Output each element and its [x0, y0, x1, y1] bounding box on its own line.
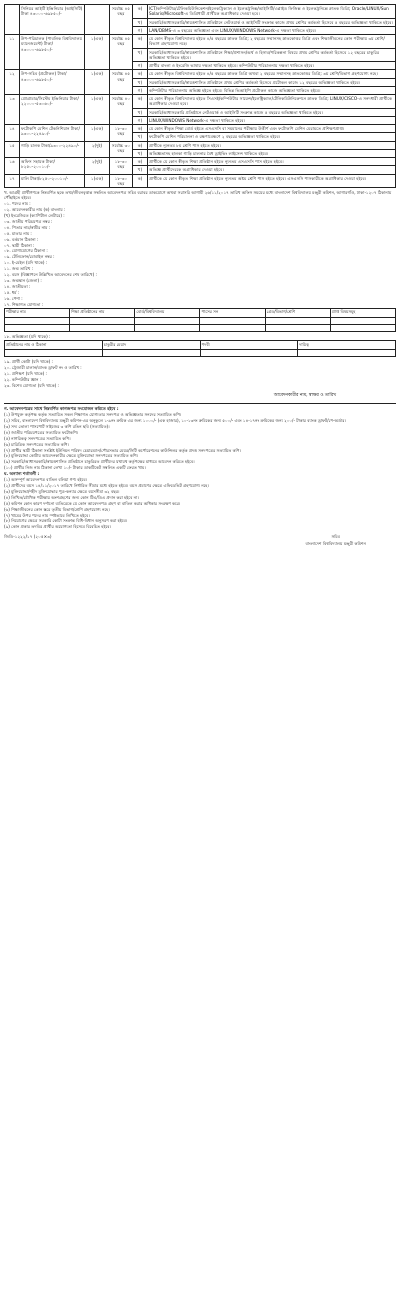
form-field-label: ০২. আবেদনকারীর নাম (ক) বাংলায় :	[4, 207, 66, 213]
experience-cell	[102, 350, 200, 357]
signature-label: আবেদনকারীর নাম, স্বাক্ষর ও তারিখ	[273, 393, 336, 399]
footer	[4, 534, 396, 548]
post-serial: ১১	[5, 35, 20, 70]
experience-column-header: দায়িত্ব	[298, 341, 396, 350]
post-age: সর্বোচ্চ ৩০ বছর	[110, 141, 133, 158]
requirement-text: অভিজ্ঞ প্রার্থীদেরকে অগ্রাধিকার দেওয়া হইবে।	[148, 166, 396, 174]
requirement-text: প্রার্থীকে ন্যূনতম ৮ম শ্রেণি পাস হইতে হইবে।	[148, 141, 396, 149]
requirement-key: ক)	[133, 125, 148, 133]
list-item: (৩) সদ্য তোলা পাসপোর্ট সাইজের ৩ কপি রঙিন ছবি (সত্যায়িত)।	[4, 423, 110, 429]
extra-fields	[4, 359, 396, 388]
education-column-header: পরীক্ষার নাম	[5, 308, 70, 317]
form-field-label: ২০. ট্রেজারী চালান/ব্যাংক ড্রাফট নং ও তারিখ :	[4, 365, 82, 371]
post-serial: ১৪	[5, 125, 20, 142]
experience-section	[4, 334, 396, 339]
footer-title: সচিব	[331, 533, 340, 539]
other-conditions-title: ঘ. অন্যান্য শর্তাবলী :	[4, 471, 40, 477]
form-field-label: ১০. ই-মেইল (যদি থাকে) :	[4, 260, 48, 266]
table-row	[5, 158, 396, 166]
post-count: ২(দুই)	[85, 141, 110, 158]
list-item: (১০) প্রার্থীর নিজ নাম ঠিকানা লেখা ১০/- টাকার ডাকটিকেট সম্বলিত একটি ফেরত খাম।	[4, 465, 146, 471]
conditions-title: গ. আবেদনপত্রের সাথে নিম্নবর্ণিত কাগজপত্র সংযোজন করিতে হইবে :	[4, 406, 119, 412]
form-field-label: ২৩. বিশেষ যোগ্যতা (যদি থাকে) :	[4, 382, 59, 388]
footer-signatory	[305, 534, 366, 548]
form-field-label: ২১. প্রশিক্ষণ (যদি থাকে) :	[4, 371, 47, 377]
list-item: (৪) লিখিত/মৌখিক পরীক্ষায় অংশগ্রহণের জন্য কোন টিএ/ডিএ প্রদান করা হইবে না।	[4, 494, 139, 500]
education-column-header: পাসের সন	[200, 308, 265, 317]
form-field-label: ১১. জন্ম তারিখ :	[4, 266, 34, 272]
conditions-list	[4, 412, 396, 470]
education-cell	[200, 317, 265, 324]
education-cell	[330, 324, 395, 331]
list-item: (৭) খামের উপর পদের নাম স্পষ্টভাবে লিখিতে হইবে।	[4, 512, 90, 518]
education-cell	[5, 317, 70, 324]
form-field-label: ০৮. যোগাযোগের ঠিকানা :	[4, 248, 48, 254]
requirement-text: অভিজ্ঞতাসহ হালকা গাড়ি চালনার বৈধ ড্রাইভিং লাইসেন্স থাকিতে হইবে।	[148, 149, 396, 157]
post-age: সর্বোচ্চ ৪৫ বছর	[110, 35, 133, 70]
education-cell	[70, 317, 135, 324]
list-item: (৪) জাতীয় পরিচয়পত্রের সত্যায়িত ফটোকপি।	[4, 429, 79, 435]
requirement-text: প্রার্থীকে যে কোন স্বীকৃত শিক্ষা প্রতিষ্ঠান হইতে ন্যূনতম অষ্টম শ্রেণি পাস হইতে হইবে। এসএসসি পাসকারীকে অগ্রাধিকার দেওয়া হইবে।	[148, 174, 396, 188]
experience-label: ১৮. অভিজ্ঞতা (যদি থাকে) :	[4, 333, 51, 339]
experience-column-header: চাকুরীর মেয়াদ	[102, 341, 200, 350]
table-row	[5, 125, 396, 133]
requirement-text: যে কোন স্বীকৃত শিক্ষা বোর্ড হইতে এসএসসি বা সমমানের পরীক্ষায় উত্তীর্ণ এবং ফটোকপি মেশিন মেরামতে প্রশিক্ষণপ্রাপ্ত।	[148, 125, 396, 133]
post-name: প্রোগ্রামার/সিস্টেম ইঞ্জিনিয়ার টাকা/২২০০০-৫৩০৬০/-	[20, 95, 85, 125]
requirement-key: গ)	[133, 26, 148, 34]
post-serial: ১৭	[5, 174, 20, 188]
requirement-key: ক)	[133, 95, 148, 109]
table-row	[5, 95, 396, 109]
list-item: (৯) কোন প্রকার তদবির প্রার্থীর অযোগ্যতা হিসেবে বিবেচিত হইবে।	[4, 524, 111, 530]
education-cell	[265, 317, 330, 324]
post-name: গাড়ি চালক টাকা/৯৩০০-২২৪৯০/-	[20, 141, 85, 158]
list-item: (৮) নিয়োগের ক্ষেত্রে সরকারি কোটা সংক্রান্ত বিধি-বিধান অনুসরণ করা হইবে।	[4, 518, 128, 524]
form-field-label: ১৭. শিক্ষাগত যোগ্যতা :	[4, 301, 44, 307]
requirement-text: যে কোন স্বীকৃত বিশ্ববিদ্যালয় হইতে সিএসই/কম্পিউটার সায়েন্স/ইলেক্ট্রিক্যাল/টেলিকমিউনিকেশনে স্নাতক ডিগ্রি; LINUX/CISCO-এ সনদধারী প্রার্থীকে অগ্রাধিকার দেওয়া হবে।	[148, 95, 396, 109]
education-column-header: প্রাপ্ত বিষয়সমূহ	[330, 308, 395, 317]
form-field-label: ১৪. জাতীয়তা :	[4, 283, 31, 289]
advertisement-page	[4, 4, 396, 1296]
experience-table	[4, 340, 396, 357]
requirement-key: গ)	[133, 62, 148, 70]
post-name: ফটোকপি মেশিন টেকনিশিয়ান টাকা/৯৩০০-২২৪৯০/-	[20, 125, 85, 142]
list-item: (৯) সরকারি/আধাসরকারি/স্বায়ত্তশাসিত প্রতিষ্ঠানে চাকুরিরত প্রার্থীদের যথাযথ কর্তৃপক্ষের মাধ্যমে আবেদন করিতে হইবে।	[4, 459, 195, 465]
education-cell	[135, 317, 200, 324]
post-count: ১(এক)	[85, 174, 110, 188]
requirement-key: খ)	[133, 108, 148, 116]
footer-ref: জিডি-১২২২/১৭ (২০৫×৩)	[4, 533, 52, 539]
form-field-label: ১৩. জন্মস্থান (জেলা) :	[4, 278, 42, 283]
post-serial: ১৬	[5, 158, 20, 175]
experience-cell	[298, 350, 396, 357]
form-field-label: ২২. কম্পিউটার জ্ঞান :	[4, 376, 42, 382]
form-field-label: ১২. বয়স (বিজ্ঞাপনে উল্লিখিত আবেদনের শেষ তারিখে) :	[4, 272, 97, 278]
list-item: (৫) কমিশন কোন কারণ দর্শানো ব্যতিরেকে যে কোন আবেদনপত্র গ্রহণ বা বাতিল করার অধিকার সংরক্ষণ করে।	[4, 500, 181, 506]
post-age: সর্বোচ্চ ৪৫ বছর	[110, 70, 133, 95]
list-item: (৮) মুক্তিযোদ্ধা কোটায় আবেদনকারীর ক্ষেত্রে মুক্তিযোদ্ধা সনদপত্রের সত্যায়িত কপি।	[4, 453, 139, 459]
post-age: ১৮-৩০ বছর	[110, 158, 133, 175]
education-cell	[330, 317, 395, 324]
list-item: (৭) প্রার্থীর স্থায়ী ঠিকানা সংশ্লিষ্ট ইউনিয়ন পরিষদ চেয়ারম্যান/পৌরসভার মেয়র/সিটি কর্পোরেশনের কাউন্সিলর কর্তৃক প্রদত্ত সনদপত্রের সত্যায়িত কপি।	[4, 447, 241, 453]
requirement-key: খ)	[133, 48, 148, 62]
requirement-key: খ)	[133, 149, 148, 157]
education-column-header: গ্রেড/বিভাগ/শ্রেণি	[265, 308, 330, 317]
requirement-key: ক)	[133, 35, 148, 49]
form-field-label: ০৫. মাতার নাম :	[4, 230, 32, 236]
requirement-key: ক)	[133, 158, 148, 166]
requirement-text: প্রার্থীকে যে কোন স্বীকৃত শিক্ষা প্রতিষ্ঠান হইতে ন্যূনতম এসএসসি পাস হইতে হইবে।	[148, 158, 396, 166]
post-age: ১৮-৩০ বছর	[110, 174, 133, 188]
list-item: (২) প্রার্থীদের বয়স ১৪/১১/২০১৭ তারিখে নির্ধারিত সীমার মধ্যে হইতে হইবে। বয়স প্রমাণের ক্ষেত্রে এফিডেভিট গ্রহণযোগ্য নহে।	[4, 482, 209, 488]
table-row	[5, 35, 396, 49]
form-field-label: ১৬. পেশা :	[4, 295, 23, 301]
experience-column-header: প্রতিষ্ঠানের নাম ও ঠিকানা	[5, 341, 103, 350]
education-column-header: বোর্ড/বিশ্ববিদ্যালয়	[135, 308, 200, 317]
form-field-label: ০৩. জাতীয় পরিচয়পত্র নম্বর :	[4, 218, 53, 224]
requirement-text: যে কোন স্বীকৃত বিশ্ববিদ্যালয় হইতে ৪/৫ বছরের স্নাতক ডিগ্রি অথবা ২ বছরের সম্মানসহ স্নাতকোত্তর ডিগ্রি; ৩য় শ্রেণি/বিভাগ গ্রহণযোগ্য নহে।	[148, 70, 396, 78]
requirement-text: সরকারি/আধাসরকারি প্রতিষ্ঠানে নেটওয়ার্ক ও আইসিটি সংক্রান্ত কাজে ৫ বছরের অভিজ্ঞতা থাকিতে হইবে।	[148, 108, 396, 116]
post-name: উপ-পরিচালক (পাবলিক বিশ্ববিদ্যালয় ম্যানেজমেন্ট) টাকা/৪৩০০০-৬৯৮৫০/-	[20, 35, 85, 70]
requirement-key: ক)	[133, 70, 148, 78]
post-age: সর্বোচ্চ ৪০ বছর	[110, 95, 133, 125]
education-cell	[70, 324, 135, 331]
requirement-key: ক)	[133, 5, 148, 19]
intro-section	[4, 190, 396, 307]
form-field-label: ১৫. ধর্ম :	[4, 289, 20, 295]
requirement-key: খ)	[133, 18, 148, 26]
education-cell	[135, 324, 200, 331]
form-field-label: ০১. পদের নাম :	[4, 201, 31, 207]
requirement-key: খ)	[133, 78, 148, 86]
requirement-text: প্রার্থীর বাংলা ও ইংরেজি ভাষায় দক্ষতা থাকিতে হইবে। কম্পিউটার পরিচালনায় দক্ষতা থাকিতে হইবে।	[148, 62, 396, 70]
form-field-label: ১৯. প্রার্থী কোটা (যদি থাকে) :	[4, 359, 53, 365]
requirement-text: সরকারি/আধাসরকারি/স্বায়ত্তশাসিত প্রতিষ্ঠানে শিক্ষা/প্রশাসন/অর্থ ও হিসাব/পরিকল্পনা বিষয়ে প্রথম শ্রেণির কর্মকর্তা হিসেবে ১২ বছরের চাকুরির অভিজ্ঞতা থাকিতে হইবে।	[148, 48, 396, 62]
requirement-key: গ)	[133, 86, 148, 94]
requirement-key: ক)	[133, 174, 148, 188]
list-item: (৬) চারিত্রিক সনদপত্রের সত্যায়িত কপি।	[4, 441, 69, 447]
conditions-section	[4, 406, 396, 529]
requirement-text: LAN/DBMS-এ ৩ বছরের অভিজ্ঞতা এবং LINUX/WINDOWS Network-এ দক্ষতা থাকিতে হইবে।	[148, 26, 396, 34]
list-item: (৫) নাগরিকত্ব সনদপত্রের সত্যায়িত কপি।	[4, 435, 71, 441]
table-row	[5, 174, 396, 188]
post-age: সর্বোচ্চ ৪৫ বছর	[110, 5, 133, 35]
post-count: ১(এক)	[85, 70, 110, 95]
post-name: মালি টাকা/৮২৫০-২০০১০/-	[20, 174, 85, 188]
table-row	[5, 141, 396, 149]
list-item: (৩) মুক্তিযোদ্ধা/শহীদ মুক্তিযোদ্ধার পুত্র-কন্যার ক্ষেত্রে বয়সসীমা ৩২ বছর।	[4, 488, 120, 494]
education-cell	[5, 324, 70, 331]
experience-column-header: পদবী	[200, 341, 298, 350]
other-conditions-list	[4, 477, 396, 530]
post-age: ১৮-৩০ বছর	[110, 125, 133, 142]
list-item: (১) উপযুক্ত কর্তৃপক্ষ কর্তৃক সত্যায়িত সকল শিক্ষাগত যোগ্যতার সনদপত্র ও অভিজ্ঞতার সনদের সত্যায়িত কপি।	[4, 412, 182, 418]
education-cell	[265, 324, 330, 331]
form-field-label: ০৬. বর্তমান ঠিকানা :	[4, 236, 39, 242]
requirement-key: খ)	[133, 166, 148, 174]
post-name: অফিস সহায়ক টাকা/৮২৫০-২০০১০/-	[20, 158, 85, 175]
post-count: ১(এক)	[85, 35, 110, 70]
post-serial	[5, 5, 20, 35]
post-count: ১(এক)	[85, 125, 110, 142]
list-item: (২) সচিব, বাংলাদেশ বিশ্ববিদ্যালয় মঞ্জুরী কমিশন-এর অনুকূলে ১-৯নং ক্রমিক এর জন্য ১০০০/- (এক হাজার), ১০-১৩নং ক্রমিকের জন্য ৫০০/- এবং ১৪-১৭নং ক্রমিকের জন্য ২০০/- টাকার ব্যাংক ড্রাফট/পে-অর্ডার।	[4, 418, 346, 423]
post-serial: ১৫	[5, 141, 20, 158]
list-item: (১) অসম্পূর্ণ আবেদনপত্র বাতিল বলিয়া গণ্য হইবে।	[4, 477, 88, 483]
requirement-text: সরকারি/আধাসরকারি/স্বায়ত্তশাসিত প্রতিষ্ঠানে প্রথম শ্রেণির কর্মকর্তা হিসেবে প্রটোকল কাজে ১২ বছরের অভিজ্ঞতা থাকিতে হইবে।	[148, 78, 396, 86]
experience-cell	[200, 350, 298, 357]
post-count: ১(এক)	[85, 95, 110, 125]
post-name: উপ-সচিব (প্রটোকল) টাকা/৪৩০০০-৬৯৮৫০/-	[20, 70, 85, 95]
intro-text: খ. আগ্রহী প্রার্থীগণকে নিম্নবর্ণিত ছকে তথ্য/জীবনবৃত্তান্ত সম্বলিত আবেদনপত্র সচিব বরাবর ডাকযোগে অথবা সরাসরি আগামী ২৬/১১/২০১৭ তারিখ অফিস সময়ের মধ্যে বাংলাদেশ বিশ্ববিদ্যালয় মঞ্জুরী কমিশন, আগারগাঁও, ঢাকা-১২০৭ ঠিকানায় পৌঁছাইতে হইবে।	[4, 190, 392, 201]
post-serial: ১২	[5, 70, 20, 95]
requirement-key: খ)	[133, 133, 148, 141]
form-fields	[4, 201, 396, 307]
requirement-key: গ)	[133, 116, 148, 124]
post-count	[85, 5, 110, 35]
form-field-label: ০৯. টেলিফোন/মোবাইল নম্বর :	[4, 254, 55, 260]
table-row	[5, 5, 396, 19]
footer-org: বাংলাদেশ বিশ্ববিদ্যালয় মঞ্জুরী কমিশন	[305, 540, 366, 546]
form-field-label: (খ) ইংরেজিতে (ক্যাপিটাল লেটারে) :	[4, 213, 65, 219]
education-cell	[200, 324, 265, 331]
form-field-label: ০৪. পিতার নাম/স্বামীর নাম :	[4, 224, 51, 230]
education-table	[4, 308, 396, 332]
requirement-text: ICT/কম্পিউটার/টেলিকমিউনিকেশন/ইলেকট্রিক্যাল ও ইলেকট্রনিক্স/আইসিটি/এপ্লাইড ফিজিক্স ও ইলেকট্রনিক্সে স্নাতক ডিগ্রি; Oracle/LINUX/Sun Solaris/Microsoft-এ ডিগ্রিধারী প্রার্থীকে অগ্রাধিকার দেওয়া হবে।	[148, 5, 396, 19]
posts-table	[4, 4, 396, 188]
post-serial: ১৩	[5, 95, 20, 125]
requirement-text: LINUX/WINDOWS Network-এ দক্ষতা থাকিতে হইবে।	[148, 116, 396, 124]
education-column-header: শিক্ষা প্রতিষ্ঠানের নাম	[70, 308, 135, 317]
experience-cell	[5, 350, 103, 357]
requirement-key: ক)	[133, 141, 148, 149]
post-count: ২(দুই)	[85, 158, 110, 175]
list-item: (৬) শিক্ষাজীবনের কোন স্তরে তৃতীয় বিভাগ/শ্রেণি গ্রহণযোগ্য নহে।	[4, 506, 110, 512]
table-row	[5, 70, 396, 78]
form-field-label: ০৭. স্থায়ী ঠিকানা :	[4, 242, 35, 248]
requirement-text: ফটোকপি মেশিন পরিচালনা ও রক্ষণাবেক্ষণে ২ বছরের অভিজ্ঞতা থাকিতে হইবে।	[148, 133, 396, 141]
requirement-text: সরকারি/আধাসরকারি/স্বায়ত্তশাসিত প্রতিষ্ঠানে নেটওয়ার্ক ও আইসিটি সংক্রান্ত কাজে প্রথম শ্রেণির কর্মকর্তা হিসেবে ৫ বছরের অভিজ্ঞতা থাকিতে হইবে।	[148, 18, 396, 26]
divider	[4, 403, 396, 404]
requirement-text: যে কোন স্বীকৃত বিশ্ববিদ্যালয় হইতে ৪/৫ বছরের স্নাতক ডিগ্রি; ২ বছরের সম্মানসহ স্নাতকোত্তর ডিগ্রি এবং শিক্ষাজীবনের কোন পরীক্ষায় ৩য় শ্রেণি/বিভাগ গ্রহণযোগ্য নহে।	[148, 35, 396, 49]
requirement-text: কম্পিউটার পরিচালনায় অভিজ্ঞ হইতে হইবে। বিভিন্ন ভিআইপি প্রটোকল কাজে অভিজ্ঞতা থাকিতে হইবে।	[148, 86, 396, 94]
post-name: সিনিয়র আইটি ইঞ্জিনিয়ার (আইসিটি) টাকা ৪৩০০০-৬৯৮৫০/-	[20, 5, 85, 35]
